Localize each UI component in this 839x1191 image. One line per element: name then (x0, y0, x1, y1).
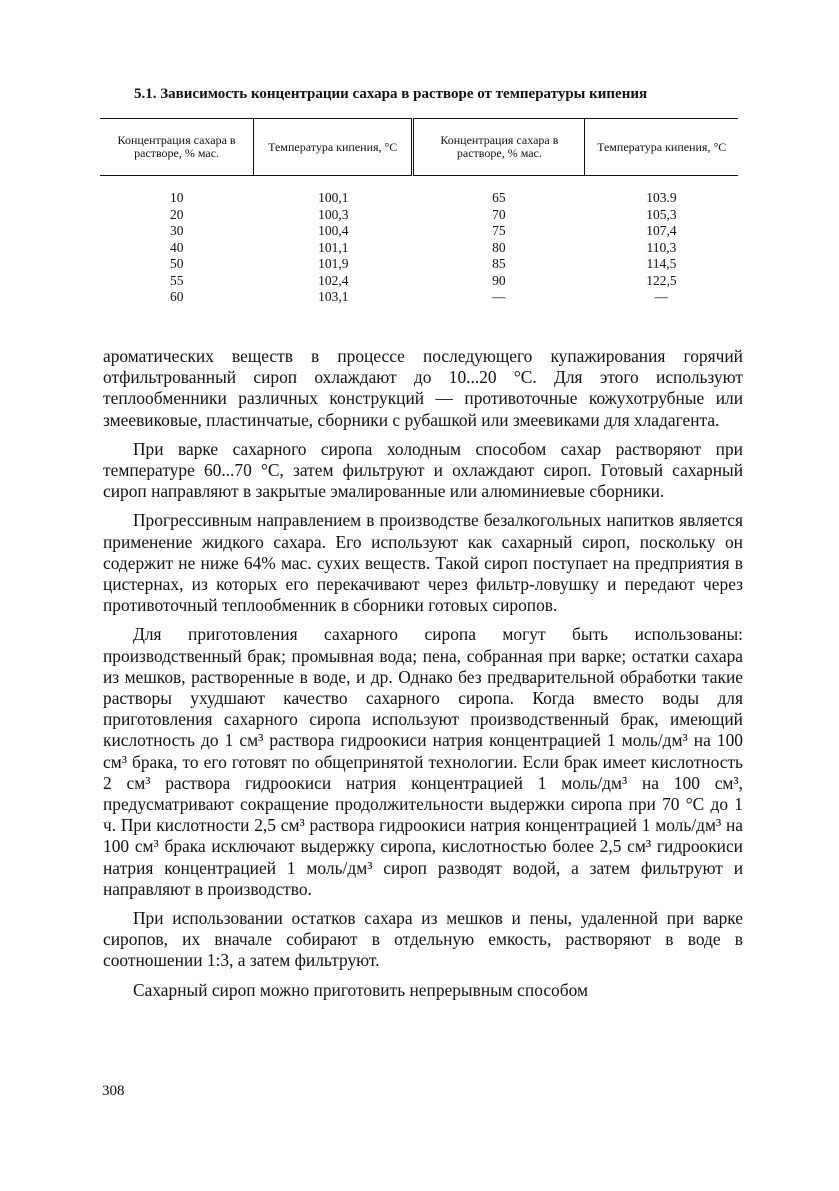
table-row (100, 240, 738, 257)
column-header: Температура кипения, °С (254, 119, 413, 176)
table-cell: 107,4 (646, 223, 677, 238)
table-cell: 90 (492, 272, 506, 288)
page-number: 308 (102, 1083, 125, 1099)
table-cell: 70 (492, 206, 506, 222)
table-cell: 60 (170, 289, 184, 304)
table-title: 5.1. Зависимость концентрации сахара в растворе от температуры кипения (134, 86, 648, 102)
table-cell: 40 (170, 239, 184, 255)
body-text (103, 346, 743, 1009)
table-cell: 103.9 (646, 190, 677, 205)
table-cell: 122,5 (646, 272, 677, 288)
table-cell: 114,5 (646, 256, 677, 271)
table-header-row (100, 119, 738, 176)
table-row (100, 289, 738, 306)
table-cell: 100,3 (318, 206, 349, 222)
table-row (100, 273, 738, 290)
table-cell: 100,4 (318, 223, 349, 238)
table-cell: 110,3 (646, 239, 677, 255)
table-cell: 105,3 (646, 206, 677, 222)
paragraph: Для приготовления сахарного сиропа могут быть использованы: производственный брак; промывная вода; пена, собранная при варке; остатки сахара из мешков, растворенные в воде, и др. Однако без предварительной обработки такие растворы ухудшают качество сахарного сиропа. Когда вместо воды для приготовления сахарного сиропа используют производственный брак, имеющий кислотность до 1 см³ раствора гидроокиси натрия концентрацией 1 моль/дм³ на 100 см³ брака, то его готовят по общепринятой технологии. Если брак имеет кислотность 2 см³ раствора гидроокиси натрия концентрацией 1 моль/дм³ на 100 см³, предусматривают сокращение продолжительности выдержки сиропа при 70 °С до 1 ч. При кислотности 2,5 см³ раствора гидроокиси натрия концентрацией 1 моль/дм³ на 100 см³ брака исключают выдержку сиропа, кислотностью более 2,5 см³ гидроокиси натрия концентрацией 1 моль/дм³ сироп разводят водой, а затем фильтруют и направляют в производство. (103, 624, 743, 899)
table-cell: — (492, 289, 506, 304)
paragraph: При варке сахарного сиропа холодным способом сахар растворяют при температуре 60...70 °С, затем фильтруют и охлаждают сироп. Готовый сахарный сироп направляют в закрытые эмалированные или алюминиевые сборники. (103, 438, 743, 502)
paragraph: ароматических веществ в процессе последующего купажирования горячий отфильтрованный сироп охлаждают до 10...20 °С. Для этого используют теплообменники различных конструкций — противоточные кожухотрубные или змеевиковые, пластинчатые, сборники с рубашкой или змеевиками для хладагента. (103, 346, 743, 430)
table-cell: 80 (492, 239, 506, 255)
table-row (100, 176, 738, 207)
paragraph: Сахарный сироп можно приготовить непрерывным способом (133, 979, 588, 1000)
table-cell: 85 (492, 256, 506, 271)
paragraph: При использовании остатков сахара из мешков и пены, удаленной при варке сиропов, их вначале собирают в отдельную емкость, растворяют в воде в соотношении 1:3, а затем фильтруют. (103, 908, 743, 971)
table-cell: 65 (492, 190, 506, 205)
table-cell: 100,1 (318, 190, 349, 205)
table-cell: 101,1 (318, 239, 349, 255)
column-header: Концентрация сахара в растворе, % мас. (413, 119, 585, 176)
table-cell: — (654, 289, 669, 304)
table-cell: 50 (170, 256, 184, 271)
table-row (100, 223, 738, 240)
table-cell: 55 (170, 272, 184, 288)
table-cell: 75 (492, 223, 506, 238)
table-cell: 103,1 (318, 289, 349, 304)
table-row (100, 256, 738, 273)
paragraph: Прогрессивным направлением в производстве безалкогольных напитков является применение жидкого сахара. Его используют как сахарный сироп, поскольку он содержит не ниже 64% мас. сухих веществ. Такой сироп поступает на предприятия в цистернах, из которых его перекачивают через фильтр-ловушку и передают через противоточный теплообменник в сборники готовых сиропов. (103, 510, 743, 616)
data-table (100, 118, 738, 306)
column-header: Концентрация сахара в растворе, % мас. (100, 119, 254, 176)
table-cell: 102,4 (318, 272, 349, 288)
table-cell: 10 (170, 190, 184, 205)
column-header: Температура кипения, °С (585, 119, 738, 176)
table-cell: 101,9 (318, 256, 349, 271)
table-row (100, 207, 738, 224)
table-cell: 30 (170, 223, 184, 238)
table-cell: 20 (170, 206, 184, 222)
